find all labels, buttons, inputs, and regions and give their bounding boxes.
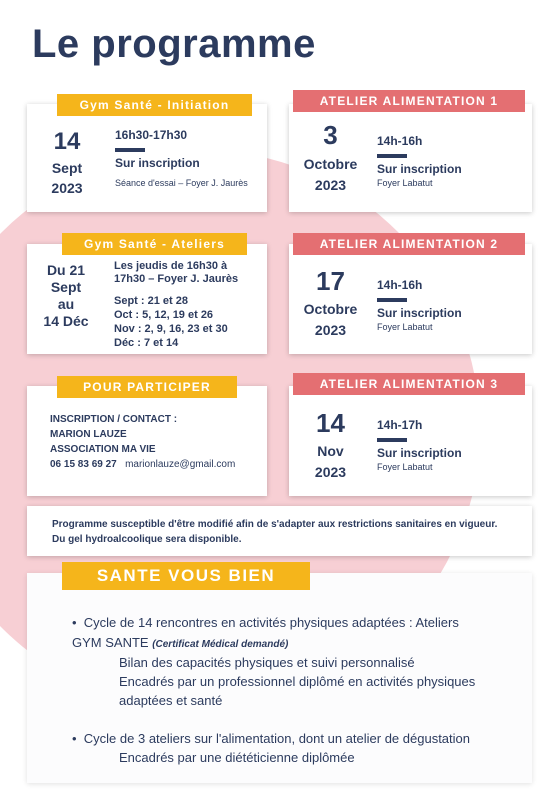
note-text [52,517,497,547]
atelier-2-card [289,244,532,354]
gym-ateliers-date-line: 14 Déc [43,313,89,329]
sante-bullet-1-sub-1: Bilan des capacités physiques et suivi personnalisé [119,655,415,670]
sante-bullet-2-sub-1: Encadrés par une diététicienne diplômée [119,750,355,765]
atelier-1-inscription: Sur inscription [377,162,462,176]
gym-ateliers-schedule-line: Les jeudis de 16h30 à [114,260,228,272]
gym-ateliers-schedule [114,260,238,286]
participer-tag: POUR PARTICIPER [57,376,237,398]
sante-bullet-2 [72,731,470,746]
atelier-2-month: Octobre [303,301,358,317]
gym-ateliers-date-line: au [57,296,75,312]
gym-initiation-divider [115,148,145,152]
gym-initiation-year: 2023 [51,180,83,196]
sante-tag: SANTE VOUS BIEN [62,562,310,590]
atelier-3-year: 2023 [314,464,347,480]
sante-bullet-1-line-2 [72,635,288,650]
sante-bullet-1 [72,615,459,630]
atelier-3-day: 14 [316,408,345,438]
atelier-3-inscription: Sur inscription [377,446,462,460]
gym-ateliers-date-line: Du 21 [46,262,86,278]
gym-ateliers-tag: Gym Santé - Ateliers [62,233,247,255]
note-line-1: Programme susceptible d'être modifié afin de s'adapter aux restrictions sanitaires en vigueur. [52,519,498,530]
atelier-1-day: 3 [323,120,338,150]
atelier-3-card [289,386,532,496]
atelier-2-day: 17 [316,266,345,296]
gym-ateliers-dates-line: Oct : 5, 12, 19 et 26 [114,309,214,321]
gym-ateliers-schedule-line: 17h30 – Foyer J. Jaurès [114,273,239,285]
gym-ateliers-dates-line: Nov : 2, 9, 16, 23 et 30 [114,323,228,335]
atelier-2-time: 14h-16h [377,278,423,292]
gym-initiation-card [27,104,267,212]
sante-card [27,573,532,783]
gym-ateliers-date-line: Sept [50,279,82,295]
atelier-1-place: Foyer Labatut [377,178,433,188]
atelier-1-tag: ATELIER ALIMENTATION 1 [293,90,525,112]
atelier-3-place: Foyer Labatut [377,462,433,472]
sante-bullet-2-line-1: Cycle de 3 ateliers sur l'alimentation, dont un atelier de dégustation [83,731,470,746]
gym-initiation-day: 14 [53,128,81,155]
bullet-icon: • [72,731,84,746]
sante-bullet-1-sub-2: Encadrés par un professionnel diplômé en activités physiques [119,674,476,689]
participer-line: INSCRIPTION / CONTACT : [50,414,178,425]
atelier-2-divider [377,298,407,302]
participer-line: ASSOCIATION MA VIE [50,444,156,455]
gym-ateliers-dates-line: Déc : 7 et 14 [114,337,179,349]
gym-initiation-month: Sept [51,160,83,176]
atelier-2-tag: ATELIER ALIMENTATION 2 [293,233,525,255]
atelier-2-year: 2023 [314,322,347,338]
atelier-1-divider [377,154,407,158]
gym-ateliers-dates-line: Sept : 21 et 28 [114,295,188,307]
atelier-3-month: Nov [317,443,344,459]
gym-initiation-detail: Séance d'essai – Foyer J. Jaurès [115,178,248,188]
atelier-1-time: 14h-16h [377,134,423,148]
atelier-1-year: 2023 [314,177,347,193]
atelier-2-place: Foyer Labatut [377,322,433,332]
gym-initiation-time: 16h30-17h30 [115,128,188,142]
atelier-2-inscription: Sur inscription [377,306,462,320]
atelier-3-divider [377,438,407,442]
note-card [27,506,532,556]
atelier-1-card [289,104,532,212]
atelier-1-month: Octobre [303,156,358,172]
gym-initiation-tag: Gym Santé - Initiation [57,94,252,116]
gym-ateliers-dates [114,294,228,350]
participer-card [27,386,267,496]
bullet-icon: • [72,615,84,630]
sante-bullet-1-sub-3: adaptées et santé [119,693,223,708]
participer-contact [50,412,235,472]
page-title: Le programme [32,22,316,66]
atelier-3-time: 14h-17h [377,418,423,432]
sante-gym-label: GYM SANTE [72,635,153,650]
gym-ateliers-card [27,244,267,354]
atelier-3-tag: ATELIER ALIMENTATION 3 [293,373,525,395]
participer-email: marionlauze@gmail.com [125,459,236,470]
note-line-2: Du gel hydroalcoolique sera disponible. [52,534,242,545]
gym-initiation-inscription: Sur inscription [115,156,200,170]
participer-line: MARION LAUZE [50,429,127,440]
participer-contact-row [50,457,235,472]
sante-certificat: (Certificat Médical demandé) [152,639,289,650]
participer-phone: 06 15 83 69 27 [50,459,117,470]
gym-ateliers-date [33,262,99,330]
sante-bullet-1-line-1: Cycle de 14 rencontres en activités physiques adaptées : Ateliers [83,615,459,630]
